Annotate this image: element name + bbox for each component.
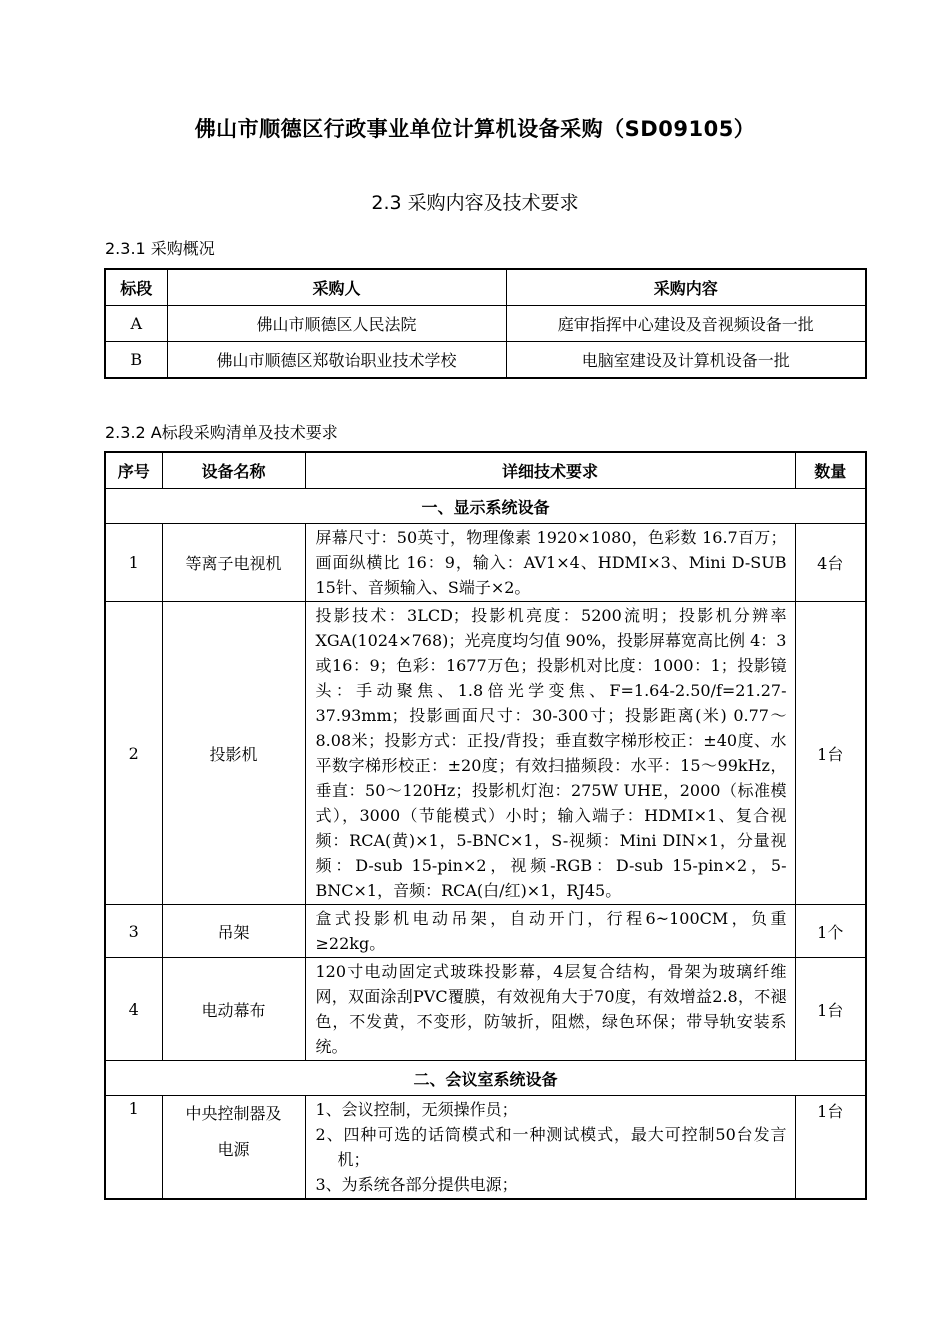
group-row-conference	[105, 1061, 866, 1096]
cell-qty: 1台	[795, 958, 866, 1061]
cell-lot: B	[105, 342, 167, 379]
cell-purchaser: 佛山市顺德区人民法院	[167, 306, 506, 342]
cell-no: 1	[105, 524, 162, 602]
device-name-line: 中央控制器及	[185, 1104, 282, 1123]
cell-device-name	[162, 1096, 305, 1200]
list-item: 3、为系统各部分提供电源；	[315, 1175, 518, 1194]
cell-device-name: 吊架	[162, 905, 305, 958]
cell-qty: 4台	[795, 524, 866, 602]
cell-spec: 屏幕尺寸：50英寸，物理像素 1920×1080，色彩数 16.7百万；画面纵横比 16：9，输入：AV1×4、HDMI×3、Mini D-SUB 15针、音频输入、S端子×2。	[305, 524, 795, 602]
subsection-title-lot-a: 2.3.2 A标段采购清单及技术要求	[105, 423, 338, 442]
table-header-row	[105, 452, 866, 489]
cell-no: 4	[105, 958, 162, 1061]
table-header-row	[105, 269, 866, 306]
cell-qty: 1个	[795, 905, 866, 958]
cell-content: 电脑室建设及计算机设备一批	[506, 342, 866, 379]
lot-a-equipment-table	[104, 451, 867, 1200]
group-title: 一、显示系统设备	[105, 489, 866, 524]
cell-spec: 盒式投影机电动吊架，自动开门，行程6~100CM，负重≥22kg。	[305, 905, 795, 958]
header-purchaser: 采购人	[167, 269, 506, 306]
table-row	[105, 342, 866, 379]
table-row	[105, 602, 866, 905]
cell-device-name: 投影机	[162, 602, 305, 905]
cell-purchaser: 佛山市顺德区郑敬诒职业技术学校	[167, 342, 506, 379]
spec-list	[316, 1097, 787, 1197]
header-spec: 详细技术要求	[305, 452, 795, 489]
header-no: 序号	[105, 452, 162, 489]
cell-qty: 1台	[795, 602, 866, 905]
group-title: 二、会议室系统设备	[105, 1061, 866, 1096]
device-name-line: 电源	[217, 1140, 250, 1159]
table-row	[105, 524, 866, 602]
table-row	[105, 1096, 866, 1200]
cell-spec: 投影技术：3LCD；投影机亮度：5200流明；投影机分辨率 XGA(1024×768)；光亮度均匀值 90%，投影屏幕宽高比例 4：3或16：9；色彩：1677万色；投影机对比度：1000：1；投影镜头：手动聚焦、1.8倍光学变焦、F=1.64-2.50/f=21.27-37.93mm；投影画面尺寸：30-300寸；投影距离(米) 0.77～8.08米；投影方式：正投/背投；垂直数字梯形校正：±40度、水平数字梯形校正：±20度；有效扫描频段：水平：15～99kHz，垂直：50～120Hz；投影机灯泡：275W UHE，2000（标准模式），3000（节能模式）小时；输入端子：HDMI×1、复合视频：RCA(黄)×1，5-BNC×1，S-视频：Mini DIN×1，分量视频：D-sub 15-pin×2，视频-RGB：D-sub 15-pin×2，5-BNC×1，音频：RCA(白/红)×1，RJ45。	[305, 602, 795, 905]
table-row	[105, 306, 866, 342]
cell-no: 2	[105, 602, 162, 905]
cell-no: 1	[105, 1096, 162, 1200]
table-row	[105, 958, 866, 1061]
header-device-name: 设备名称	[162, 452, 305, 489]
group-row-display	[105, 489, 866, 524]
table-row	[105, 905, 866, 958]
cell-lot: A	[105, 306, 167, 342]
list-item: 2、四种可选的话筒模式和一种测试模式，最大可控制50台发言机；	[315, 1125, 787, 1169]
header-content: 采购内容	[506, 269, 866, 306]
cell-spec: 120寸电动固定式玻珠投影幕，4层复合结构，骨架为玻璃纤维网，双面涂刮PVC覆膜，有效视角大于70度，有效增益2.8，不褪色，不发黄，不变形，防皱折，阻燃，绿色环保；带导轨安装系统。	[305, 958, 795, 1061]
header-qty: 数量	[795, 452, 866, 489]
cell-qty: 1台	[795, 1096, 866, 1200]
section-title: 2.3 采购内容及技术要求	[371, 192, 579, 214]
cell-no: 3	[105, 905, 162, 958]
cell-device-name: 等离子电视机	[162, 524, 305, 602]
cell-spec	[305, 1096, 795, 1200]
subsection-title-overview: 2.3.1 采购概况	[105, 239, 215, 258]
procurement-overview-table	[104, 268, 867, 379]
list-item: 1、会议控制，无须操作员；	[315, 1100, 518, 1119]
page-title: 佛山市顺德区行政事业单位计算机设备采购（SD09105）	[194, 117, 756, 141]
cell-device-name: 电动幕布	[162, 958, 305, 1061]
cell-content: 庭审指挥中心建设及音视频设备一批	[506, 306, 866, 342]
header-lot: 标段	[105, 269, 167, 306]
